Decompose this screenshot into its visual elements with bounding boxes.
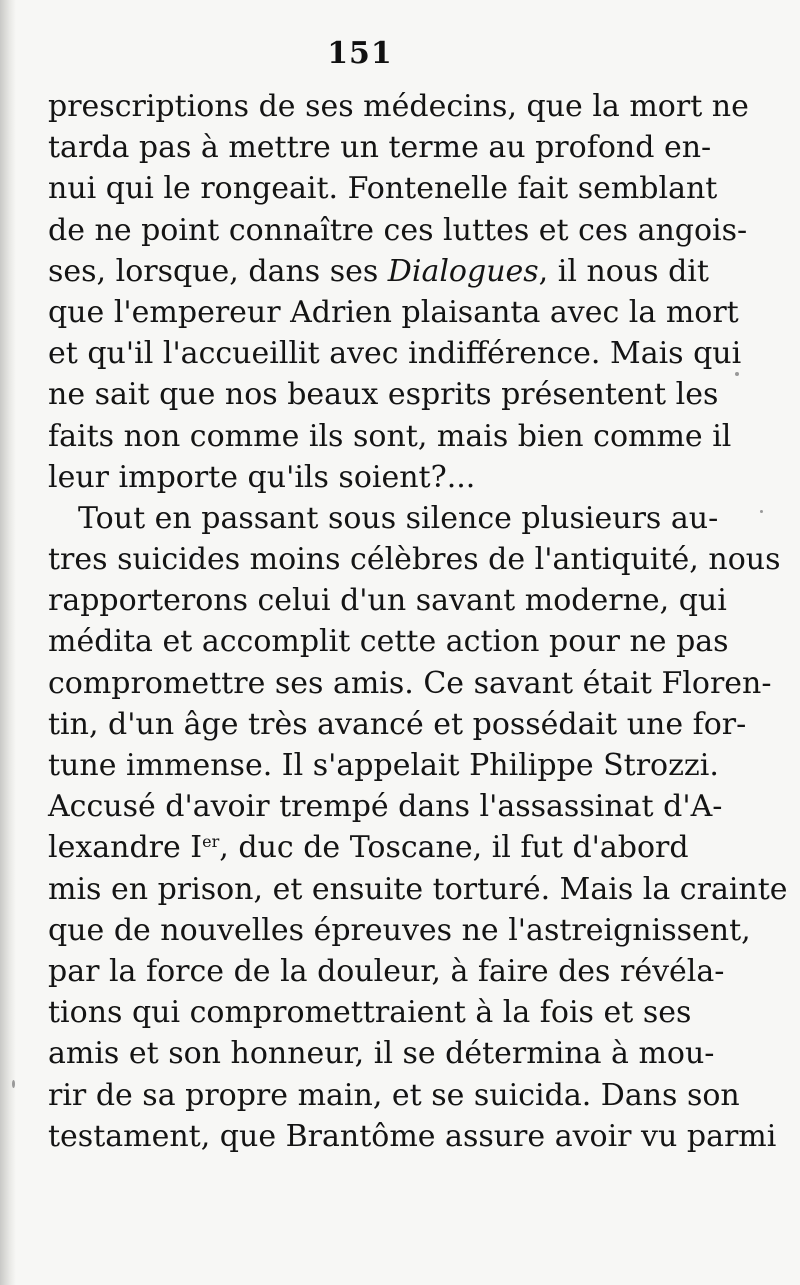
- text-line: Tout en passant sous silence plusieurs au-: [78, 500, 719, 536]
- text-line: [48, 251, 709, 292]
- text-line: que de nouvelles épreuves ne l'astreignissent,: [48, 912, 751, 948]
- text-line: prescriptions de ses médecins, que la mort ne: [48, 89, 749, 124]
- text-line: [48, 827, 689, 868]
- italic-title-dialogues: Dialogues: [387, 253, 539, 289]
- text-line: tres suicides moins célèbres de l'antiquité, nous: [48, 542, 781, 578]
- text-fragment: lexandre I: [48, 830, 203, 866]
- text-fragment: , il nous dit: [538, 253, 709, 289]
- paper-speck: [735, 372, 739, 376]
- text-line: testament, que Brantôme assure avoir vu parmi: [48, 1118, 777, 1154]
- text-line: que l'empereur Adrien plaisanta avec la mort: [48, 294, 739, 330]
- text-line: compromettre ses amis. Ce savant était Floren-: [48, 665, 772, 701]
- text-fragment: ses, lorsque, dans ses: [48, 253, 388, 289]
- superscript-er: er: [202, 832, 220, 852]
- text-line: leur importe qu'ils soient?...: [48, 459, 476, 495]
- text-line: tune immense. Il s'appelait Philippe Strozzi.: [48, 748, 719, 783]
- text-line: mis en prison, et ensuite torturé. Mais la crainte: [48, 871, 788, 907]
- text-line: faits non comme ils sont, mais bien comme il: [48, 418, 732, 454]
- paper-speck: [12, 1080, 15, 1088]
- text-line: et qu'il l'accueillit avec indifférence. Mais qui: [48, 336, 742, 372]
- text-line: Accusé d'avoir trempé dans l'assassinat d'A-: [48, 789, 723, 825]
- text-line: de ne point connaître ces luttes et ces angois-: [48, 212, 748, 248]
- page-number: 151: [327, 36, 393, 71]
- text-line: tions qui compromettraient à la fois et ses: [48, 995, 692, 1031]
- text-fragment: , duc de Toscane, il fut d'abord: [219, 830, 689, 866]
- text-line: tin, d'un âge très avancé et possédait une for-: [48, 706, 747, 742]
- body-text: [48, 86, 788, 1157]
- text-line: médita et accomplit cette action pour ne pas: [48, 624, 729, 660]
- text-line: nui qui le rongeait. Fontenelle fait semblant: [48, 171, 718, 207]
- text-line: ne sait que nos beaux esprits présentent les: [48, 377, 719, 413]
- text-line: par la force de la douleur, à faire des révéla-: [48, 953, 725, 989]
- text-line: tarda pas à mettre un terme au profond en-: [48, 130, 712, 166]
- paper-speck: [760, 510, 763, 513]
- text-line: rir de sa propre main, et se suicida. Dans son: [48, 1077, 740, 1113]
- text-line: rapporterons celui d'un savant moderne, qui: [48, 583, 727, 619]
- page-gutter-shadow: [0, 0, 16, 1285]
- text-line: amis et son honneur, il se détermina à mou-: [48, 1036, 715, 1072]
